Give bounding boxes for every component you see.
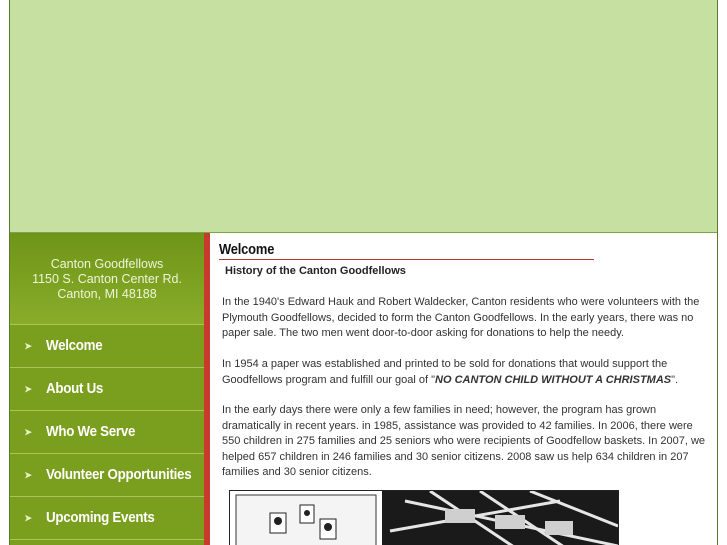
arrow-bullet-icon: ➤ — [24, 512, 32, 523]
vintage-illustration-image — [229, 490, 619, 545]
right-border — [717, 0, 727, 545]
history-paragraph-3: In the early days there were only a few families in need; however, the program has grown dramatically in recent years. in 1985, assistance was provided to 42 families. In 2006, there were 550 children in 275 families and 25 seniors who were recipients of Goodfellow baskets. In 2007, we helped 657 children in 246 families and 30 senior citizens. 2008 saw us help 634 children in 207 families and 30 senior citizens. — [222, 404, 706, 478]
sidebar — [10, 233, 204, 545]
nav-item-welcome[interactable] — [10, 325, 204, 368]
org-name: Canton Goodfellows — [50, 257, 164, 271]
paragraph-text: In 1954 a paper was established and printed to be sold for donations that would support the Goodfellows program and fulfill our goal of " — [222, 358, 668, 386]
title-underline — [219, 259, 594, 260]
paragraph-text: ". — [671, 373, 679, 386]
nav-label[interactable]: About Us — [46, 381, 104, 397]
nav-item-volunteer[interactable] — [10, 454, 204, 497]
arrow-bullet-icon: ➤ — [24, 383, 32, 394]
nav-item-about-us[interactable] — [10, 368, 204, 411]
nav-label[interactable]: Welcome — [46, 338, 103, 354]
arrow-bullet-icon: ➤ — [24, 469, 32, 480]
nav-label[interactable]: Who We Serve — [46, 424, 136, 440]
illustration-drawing — [230, 491, 618, 545]
street-address: 1150 S. Canton Center Rd. — [32, 272, 182, 286]
nav-label[interactable]: Upcoming Events — [46, 510, 155, 526]
left-border — [0, 0, 10, 545]
arrow-bullet-icon: ➤ — [24, 426, 32, 437]
arrow-bullet-icon: ➤ — [24, 340, 32, 351]
history-paragraph-2 — [222, 357, 710, 388]
slogan: NO CANTON CHILD WITHOUT A CHRISTMAS — [435, 373, 672, 386]
city-state-zip: Canton, MI 48188 — [57, 287, 157, 301]
address-block — [10, 233, 204, 325]
nav-label[interactable]: Volunteer Opportunities — [46, 467, 192, 483]
nav-item-upcoming-events[interactable] — [10, 497, 204, 540]
nav-item-who-we-serve[interactable] — [10, 411, 204, 454]
header-banner — [10, 0, 717, 233]
main-content — [210, 233, 717, 545]
section-heading: History of the Canton Goodfellows — [225, 265, 406, 277]
page-title: Welcome — [219, 241, 275, 258]
history-paragraph-1: In the 1940's Edward Hauk and Robert Waldecker, Canton residents who were volunteers with the Plymouth Goodfellows, decided to form the Canton Goodfellows. In the early years, there was no paper sale. The two men went door-to-door asking for donations to help the needy. — [222, 296, 700, 339]
